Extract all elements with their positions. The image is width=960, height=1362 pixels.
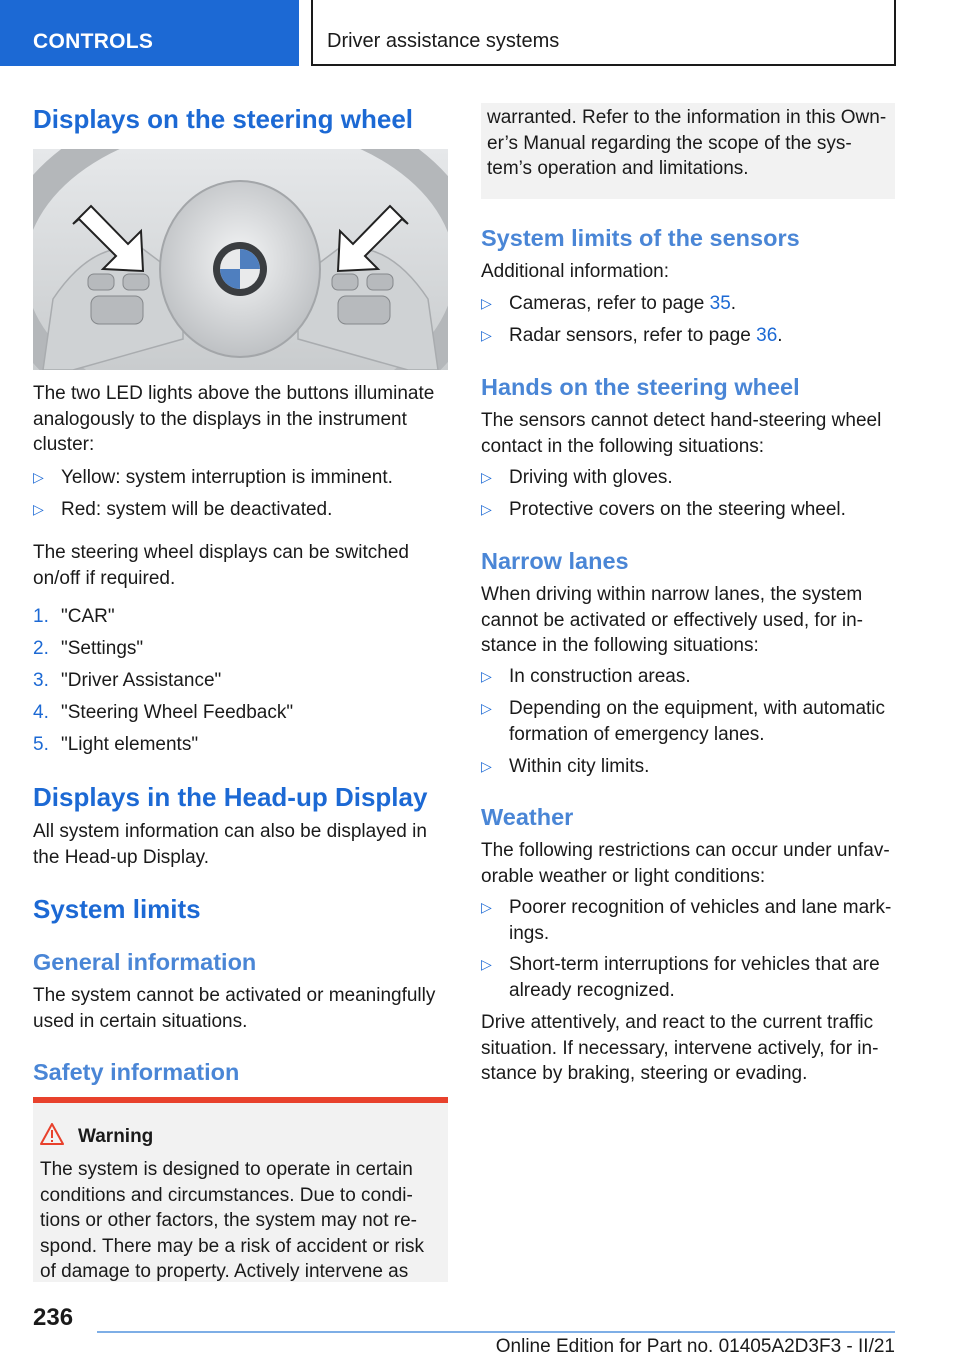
footer-edition: Online Edition for Part no. 01405A2D3F3 - II/21 [495, 1336, 895, 1357]
list-item: Depending on the equipment, with automatic formation of emergency lanes. [509, 698, 886, 745]
page-number: 236 [33, 1304, 74, 1331]
list-item [509, 291, 736, 317]
list-item: Protective covers on the steering wheel. [509, 499, 846, 520]
list-item-text: Cameras, refer to page [509, 293, 710, 314]
bullet-icon: ▷ [481, 899, 492, 915]
page-link-36[interactable]: 36 [756, 325, 778, 346]
list-item-end: . [777, 325, 783, 346]
heading-general-information: General information [33, 949, 257, 975]
bullet-icon: ▷ [481, 501, 492, 517]
step-number: 1. [33, 606, 49, 627]
heading-hands-on-wheel: Hands on the steering wheel [481, 374, 800, 400]
hands-paragraph: The sensors cannot detect hand-steering wheel contact in the following situations: [481, 410, 882, 457]
heading-displays-steering-wheel: Displays on the steering wheel [33, 104, 413, 134]
heading-head-up-display: Displays in the Head-up Display [33, 782, 428, 812]
led-lights-paragraph: The two LED lights above the buttons illuminate analogously to the displays in the instrument cluster: [33, 383, 435, 455]
steering-wheel-illustration [33, 149, 448, 370]
bullet-icon: ▷ [481, 700, 492, 716]
step-text: "CAR" [61, 606, 115, 627]
warning-text-continued: warranted. Refer to the information in this Own-er’s Manual regarding the scope of the sys-tem’s operation and limitations. [487, 107, 887, 179]
footer-divider [97, 1331, 895, 1333]
bullet-icon: ▷ [481, 758, 492, 774]
heading-system-limits: System limits [33, 894, 201, 924]
step-text: "Driver Assistance" [61, 670, 222, 691]
warning-text: The system is designed to operate in certain conditions and circumstances. Due to condi-tions or other factors, the system may not re-spond. There may be a risk of accident or risk of damage to property. Actively intervene as [40, 1159, 425, 1282]
bullet-icon: ▷ [481, 956, 492, 972]
heading-system-limits-sensors: System limits of the sensors [481, 225, 800, 251]
heading-safety-information: Safety information [33, 1059, 240, 1085]
warning-triangle-icon [40, 1123, 64, 1145]
step-text: "Settings" [61, 638, 144, 659]
bullet-icon: ▷ [33, 501, 44, 517]
sensors-paragraph: Additional information: [481, 261, 669, 282]
list-item: Yellow: system interruption is imminent. [61, 467, 393, 488]
header-chapter-label: Driver assistance systems [327, 30, 560, 52]
drive-attentively-paragraph: Drive attentively, and react to the current traffic situation. If necessary, intervene actively, for in-stance by braking, steering or evading. [481, 1012, 879, 1084]
bullet-icon: ▷ [481, 469, 492, 485]
step-number: 5. [33, 734, 49, 755]
step-text: "Steering Wheel Feedback" [61, 702, 294, 723]
list-item-text: Radar sensors, refer to page [509, 325, 757, 346]
bullet-icon: ▷ [481, 327, 492, 343]
header-chapter-box [311, 0, 896, 66]
list-item: Red: system will be deactivated. [61, 499, 333, 520]
bullet-icon: ▷ [481, 295, 492, 311]
header-section-label: CONTROLS [33, 30, 154, 53]
list-item-end: . [730, 293, 737, 314]
heading-narrow-lanes: Narrow lanes [481, 548, 629, 574]
general-information-paragraph: The system cannot be activated or meaningfully used in certain situations. [33, 985, 436, 1032]
list-item: Within city limits. [509, 756, 650, 777]
page-link-35[interactable]: 35 [709, 293, 731, 314]
header-section-tab [0, 0, 299, 66]
step-number: 2. [33, 638, 49, 659]
steering-wheel-image [33, 149, 448, 370]
list-item: In construction areas. [509, 666, 691, 687]
step-number: 3. [33, 670, 49, 691]
list-item: Poorer recognition of vehicles and lane mark-ings. [509, 897, 892, 944]
weather-paragraph: The following restrictions can occur under unfav-orable weather or light conditions: [481, 840, 890, 887]
heading-weather: Weather [481, 804, 574, 830]
switch-paragraph: The steering wheel displays can be switched on/off if required. [33, 542, 409, 589]
bullet-icon: ▷ [33, 469, 44, 485]
step-number: 4. [33, 702, 49, 723]
hud-paragraph: All system information can also be displayed in the Head-up Display. [33, 821, 427, 868]
list-item: Driving with gloves. [509, 467, 673, 488]
list-item [509, 323, 783, 349]
bullet-icon: ▷ [481, 668, 492, 684]
step-text: "Light elements" [61, 734, 199, 755]
narrow-lanes-paragraph: When driving within narrow lanes, the system cannot be activated or effectively used, for in-stance in the following situations: [481, 584, 863, 656]
list-item: Short-term interruptions for vehicles that are already recognized. [509, 954, 880, 1001]
warning-title: Warning [78, 1126, 154, 1147]
